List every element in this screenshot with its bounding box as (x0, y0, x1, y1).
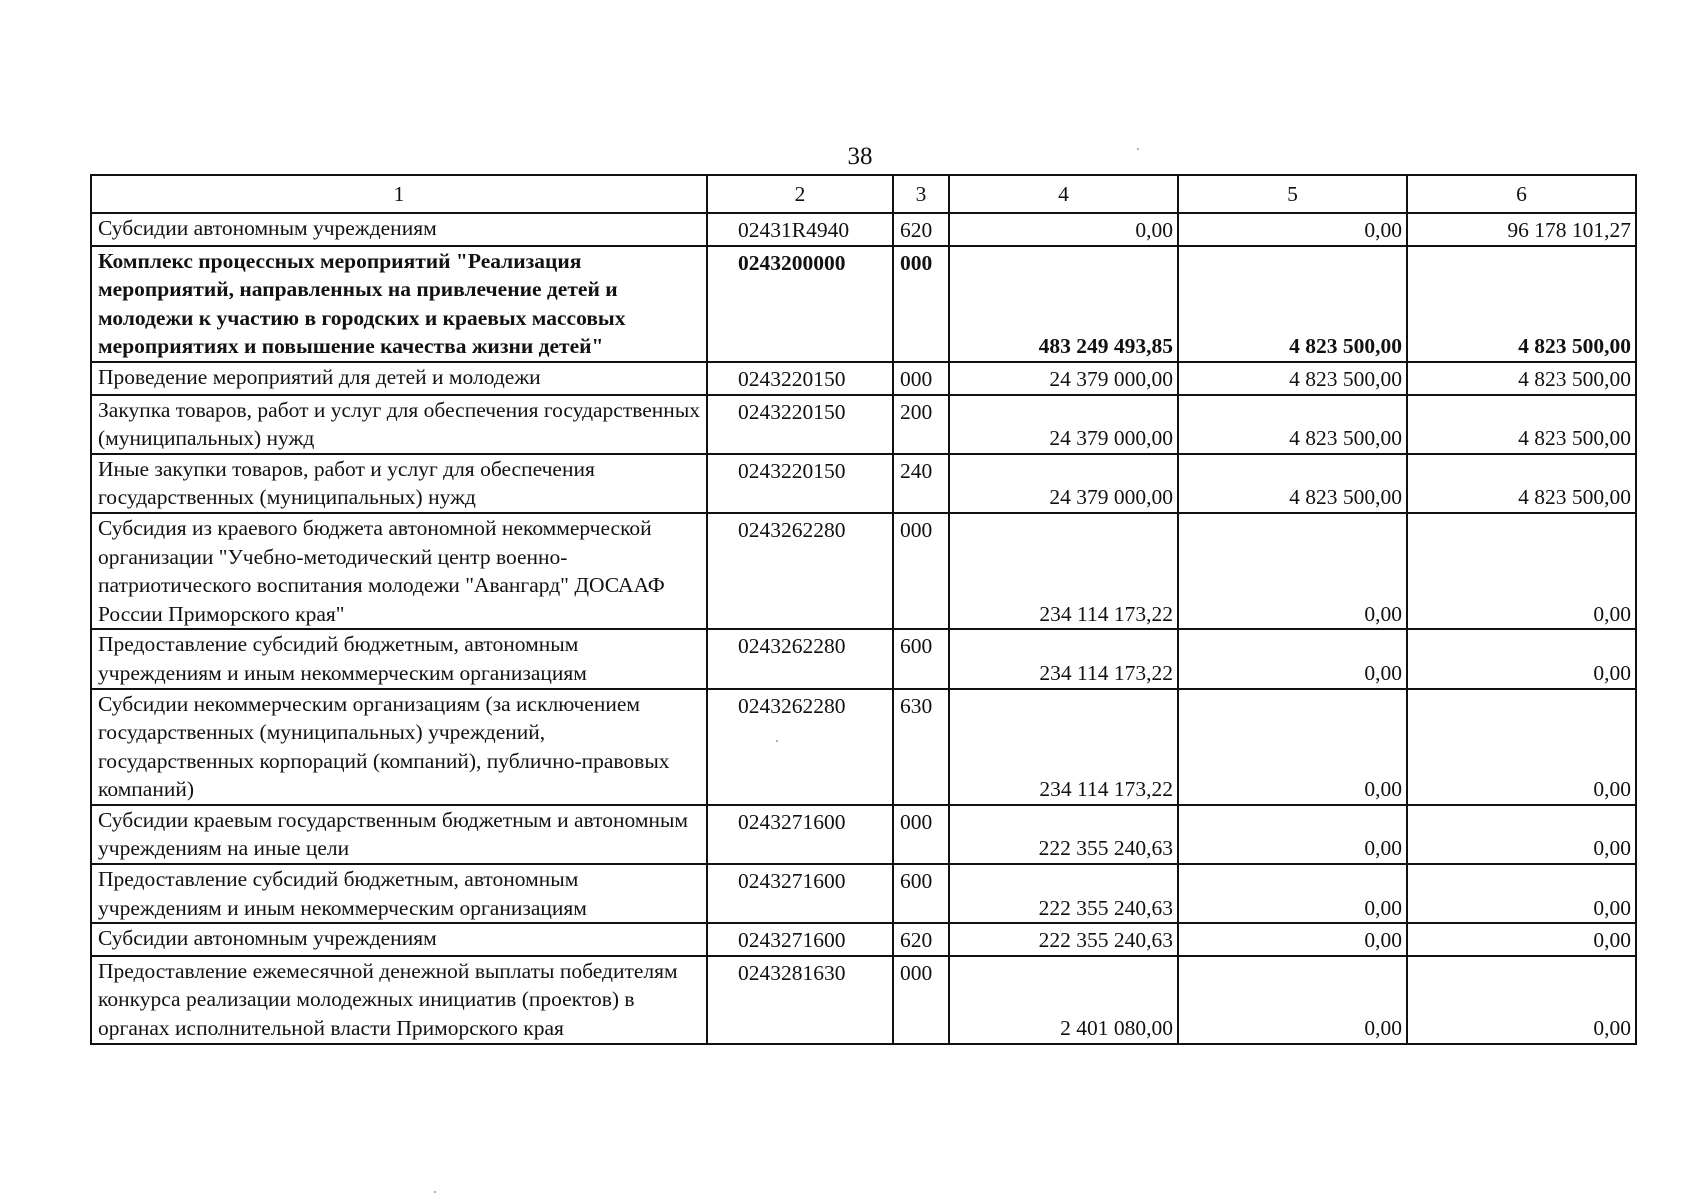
row-code-cell: 0243271600 (707, 805, 893, 864)
row-name-cell: Иные закупки товаров, работ и услуг для обеспечения государственных (муниципальных) нужд (91, 454, 707, 513)
row-expense-type-cell: 000 (893, 956, 949, 1044)
row-value-col4-cell: 24 379 000,00 (949, 395, 1178, 454)
page-number: 38 (847, 143, 873, 170)
column-header-1: 1 (91, 175, 707, 213)
row-expense-type-cell: 000 (893, 805, 949, 864)
row-value-col4-cell: 222 355 240,63 (949, 923, 1178, 956)
row-value-col5-cell: 4 823 500,00 (1178, 454, 1407, 513)
table-row (91, 213, 1636, 246)
row-value-col6-cell: 4 823 500,00 (1407, 246, 1636, 362)
table-row (91, 864, 1636, 923)
row-name-cell: Закупка товаров, работ и услуг для обеспечения государственных (муниципальных) нужд (91, 395, 707, 454)
column-header-3: 3 (893, 175, 949, 213)
row-name-cell: Предоставление ежемесячной денежной выплаты победителям конкурса реализации молодежных инициатив (проектов) в органах исполнительной власти Приморского края (91, 956, 707, 1044)
table-row (91, 805, 1636, 864)
row-expense-type-cell: 620 (893, 213, 949, 246)
column-header-4: 4 (949, 175, 1178, 213)
row-value-col5-cell: 0,00 (1178, 513, 1407, 629)
row-value-col6-cell: 0,00 (1407, 805, 1636, 864)
row-value-col4-cell: 24 379 000,00 (949, 362, 1178, 395)
table-row (91, 246, 1636, 362)
row-code-cell: 0243200000 (707, 246, 893, 362)
row-value-col6-cell: 0,00 (1407, 923, 1636, 956)
row-name-cell: Субсидии краевым государственным бюджетным и автономным учреждениям на иные цели (91, 805, 707, 864)
row-name-cell: Субсидии автономным учреждениям (91, 213, 707, 246)
table-row (91, 513, 1636, 629)
row-value-col6-cell: 4 823 500,00 (1407, 395, 1636, 454)
row-name-cell: Субсидии некоммерческим организациям (за исключением государственных (муниципальных) учреждений, государственных корпораций (компаний), публично-правовых компаний) (91, 689, 707, 805)
table-row (91, 395, 1636, 454)
row-expense-type-cell: 600 (893, 864, 949, 923)
row-value-col5-cell: 0,00 (1178, 213, 1407, 246)
row-value-col6-cell: 0,00 (1407, 689, 1636, 805)
table-row (91, 923, 1636, 956)
table-row (91, 629, 1636, 688)
row-value-col5-cell: 0,00 (1178, 689, 1407, 805)
table-row (91, 956, 1636, 1044)
table-row (91, 689, 1636, 805)
table-row (91, 362, 1636, 395)
row-code-cell: 0243271600 (707, 864, 893, 923)
row-name-cell: Предоставление субсидий бюджетным, автономным учреждениям и иным некоммерческим организациям (91, 629, 707, 688)
row-expense-type-cell: 000 (893, 513, 949, 629)
row-expense-type-cell: 000 (893, 362, 949, 395)
scan-speck (434, 1191, 436, 1193)
row-value-col6-cell: 96 178 101,27 (1407, 213, 1636, 246)
row-code-cell: 0243220150 (707, 454, 893, 513)
scan-speck (776, 740, 778, 742)
row-value-col5-cell: 0,00 (1178, 629, 1407, 688)
column-header-2: 2 (707, 175, 893, 213)
row-code-cell: 0243262280 (707, 629, 893, 688)
row-value-col4-cell: 222 355 240,63 (949, 864, 1178, 923)
row-value-col5-cell: 4 823 500,00 (1178, 362, 1407, 395)
row-value-col6-cell: 4 823 500,00 (1407, 362, 1636, 395)
table-row (91, 454, 1636, 513)
row-name-cell: Субсидия из краевого бюджета автономной некоммерческой организации "Учебно-методический центр военно-патриотического воспитания молодежи "Авангард" ДОСААФ России Приморского края" (91, 513, 707, 629)
row-value-col5-cell: 0,00 (1178, 805, 1407, 864)
row-code-cell: 0243220150 (707, 362, 893, 395)
row-value-col4-cell: 483 249 493,85 (949, 246, 1178, 362)
row-value-col5-cell: 0,00 (1178, 864, 1407, 923)
row-code-cell: 0243220150 (707, 395, 893, 454)
row-expense-type-cell: 240 (893, 454, 949, 513)
row-value-col5-cell: 0,00 (1178, 923, 1407, 956)
row-value-col4-cell: 222 355 240,63 (949, 805, 1178, 864)
row-name-cell: Проведение мероприятий для детей и молодежи (91, 362, 707, 395)
row-value-col6-cell: 0,00 (1407, 629, 1636, 688)
row-name-cell: Комплекс процессных мероприятий "Реализация мероприятий, направленных на привлечение детей и молодежи к участию в городских и краевых массовых мероприятиях и повышение качества жизни детей" (91, 246, 707, 362)
row-value-col4-cell: 234 114 173,22 (949, 629, 1178, 688)
row-code-cell: 0243262280 (707, 513, 893, 629)
row-value-col5-cell: 0,00 (1178, 956, 1407, 1044)
budget-table (90, 174, 1637, 1045)
row-expense-type-cell: 630 (893, 689, 949, 805)
scan-speck (1137, 148, 1139, 150)
row-expense-type-cell: 000 (893, 246, 949, 362)
row-expense-type-cell: 200 (893, 395, 949, 454)
table-header-row (91, 175, 1636, 213)
row-expense-type-cell: 620 (893, 923, 949, 956)
row-code-cell: 0243262280 (707, 689, 893, 805)
row-value-col5-cell: 4 823 500,00 (1178, 395, 1407, 454)
row-value-col6-cell: 4 823 500,00 (1407, 454, 1636, 513)
row-expense-type-cell: 600 (893, 629, 949, 688)
row-name-cell: Предоставление субсидий бюджетным, автономным учреждениям и иным некоммерческим организациям (91, 864, 707, 923)
row-code-cell: 0243271600 (707, 923, 893, 956)
row-value-col6-cell: 0,00 (1407, 513, 1636, 629)
row-value-col4-cell: 234 114 173,22 (949, 513, 1178, 629)
row-value-col4-cell: 24 379 000,00 (949, 454, 1178, 513)
column-header-6: 6 (1407, 175, 1636, 213)
row-value-col5-cell: 4 823 500,00 (1178, 246, 1407, 362)
row-code-cell: 02431R4940 (707, 213, 893, 246)
row-code-cell: 0243281630 (707, 956, 893, 1044)
row-value-col4-cell: 234 114 173,22 (949, 689, 1178, 805)
row-value-col4-cell: 2 401 080,00 (949, 956, 1178, 1044)
column-header-5: 5 (1178, 175, 1407, 213)
row-name-cell: Субсидии автономным учреждениям (91, 923, 707, 956)
row-value-col6-cell: 0,00 (1407, 956, 1636, 1044)
row-value-col6-cell: 0,00 (1407, 864, 1636, 923)
row-value-col4-cell: 0,00 (949, 213, 1178, 246)
